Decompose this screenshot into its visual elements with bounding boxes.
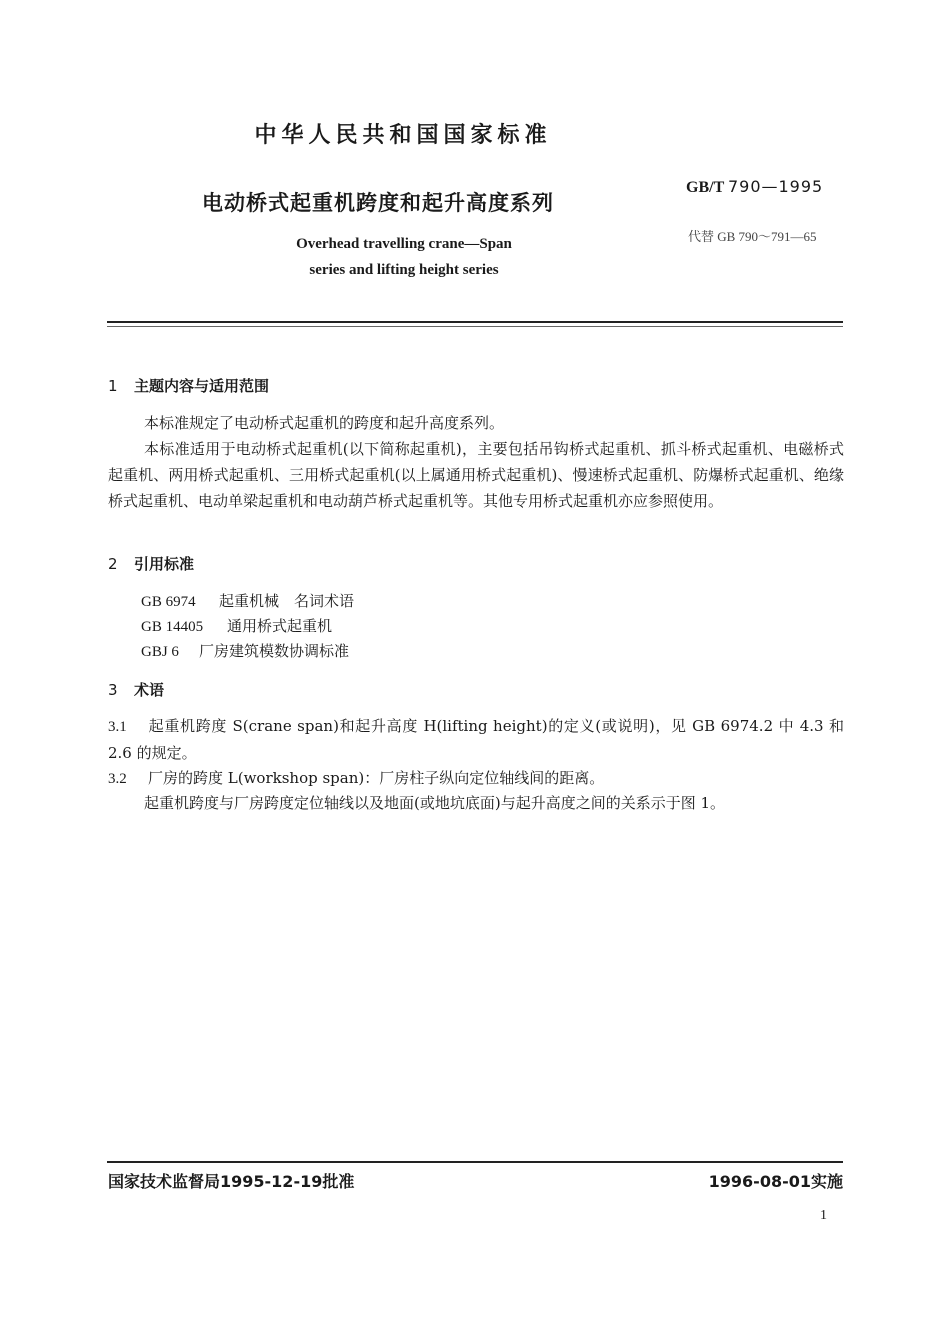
section-2-number: 2 xyxy=(108,555,118,573)
reference-code: GB 14405 xyxy=(141,619,204,635)
section-3-number: 3 xyxy=(108,681,118,699)
standard-number xyxy=(686,177,823,197)
reference-item xyxy=(141,640,349,661)
section-1-paragraph-2: 本标准适用于电动桥式起重机(以下简称起重机)，主要包括吊钩桥式起重机、抓斗桥式起重机、电磁桥式起重机、两用桥式起重机、三用桥式起重机(以上属通用桥式起重机)、慢速桥式起重机、防爆桥式起重机、绝缘桥式起重机、电动单梁起重机和电动葫芦桥式起重机等。其他专用桥式起重机亦应参照使用。 xyxy=(108,440,844,510)
header-divider-thin xyxy=(107,326,843,327)
section-3-title: 术语 xyxy=(134,681,165,699)
reference-code: GBJ 6 xyxy=(141,644,179,660)
reference-item xyxy=(141,590,354,611)
standard-prefix: GB/T xyxy=(686,179,724,196)
header-divider xyxy=(107,321,843,323)
clause-3-1-number: 3.1 xyxy=(108,719,127,735)
reference-item xyxy=(141,615,332,636)
section-1-number: 1 xyxy=(108,377,118,395)
replaces-note: 代替 GB 790～791—65 xyxy=(688,229,817,244)
document-title-en-line2: series and lifting height series xyxy=(309,262,499,278)
clause-3-1 xyxy=(108,713,844,766)
reference-name: 厂房建筑模数协调标准 xyxy=(199,642,350,660)
implementation-date: 1996-08-01实施 xyxy=(708,1172,843,1191)
reference-name: 通用桥式起重机 xyxy=(227,617,333,635)
footer-divider xyxy=(107,1161,843,1163)
section-1-paragraph-1: 本标准规定了电动桥式起重机的跨度和起升高度系列。 xyxy=(144,414,505,432)
approval-note: 国家技术监督局1995-12-19批准 xyxy=(108,1172,355,1191)
national-standard-heading: 中华人民共和国国家标准 xyxy=(254,123,552,148)
page-number: 1 xyxy=(820,1208,827,1223)
section-2-heading xyxy=(108,553,194,574)
section-2-title: 引用标准 xyxy=(134,555,195,573)
standard-code: 790—1995 xyxy=(727,177,824,196)
document-title-cn: 电动桥式起重机跨度和起升高度系列 xyxy=(202,191,554,215)
clause-3-1-text: 起重机跨度 S(crane span)和起升高度 H(lifting height)的定义(或说明)，见 GB 6974.2 中 4.3 和 2.6 的规定。 xyxy=(108,717,844,762)
reference-name: 起重机械 名词术语 xyxy=(219,592,355,610)
clause-3-2 xyxy=(108,765,844,792)
document-title-en-line1: Overhead travelling crane—Span xyxy=(296,236,512,252)
clause-3-2-number: 3.2 xyxy=(108,771,127,787)
section-3-heading xyxy=(108,679,164,700)
reference-code: GB 6974 xyxy=(141,594,196,610)
section-1-heading xyxy=(108,375,269,396)
clause-3-2-text: 厂房的跨度 L(workshop span)：厂房柱子纵向定位轴线间的距离。 xyxy=(148,769,605,787)
section-1-title: 主题内容与适用范围 xyxy=(134,377,270,395)
section-3-paragraph: 起重机跨度与厂房跨度定位轴线以及地面(或地坑底面)与起升高度之间的关系示于图 1。 xyxy=(144,794,726,812)
